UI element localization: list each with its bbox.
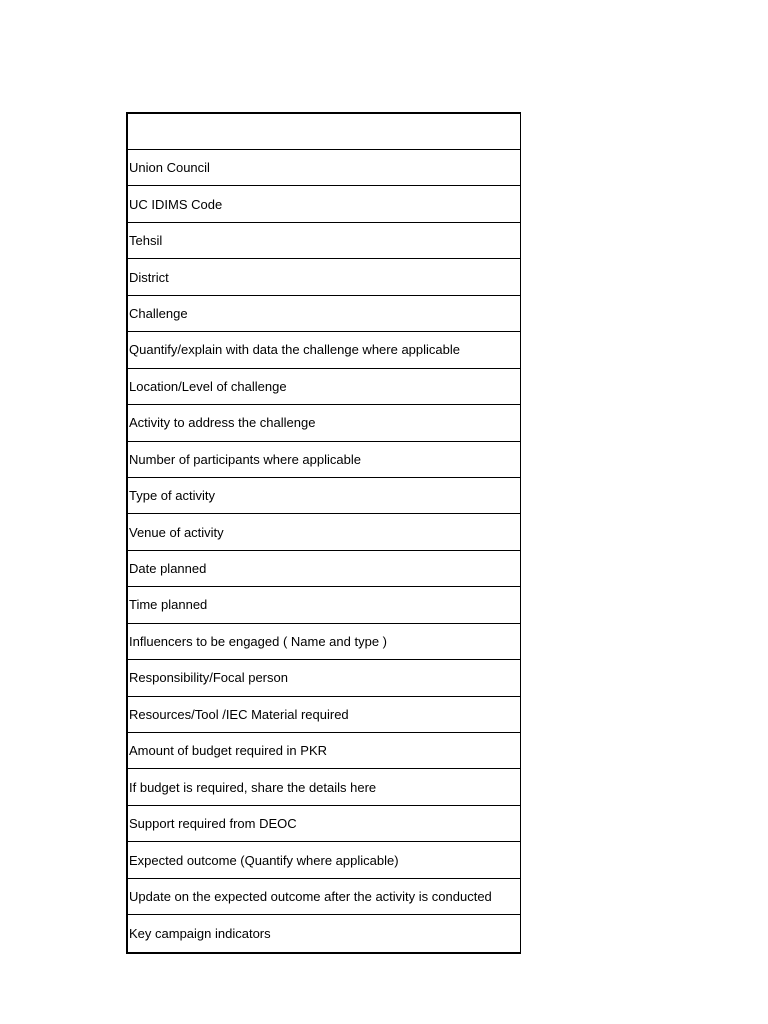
table-header-cell <box>128 114 520 150</box>
table-row-deoc-support: Support required from DEOC <box>128 806 520 842</box>
table-row-influencers: Influencers to be engaged ( Name and type ) <box>128 624 520 660</box>
table-row-outcome-update: Update on the expected outcome after the activity is conducted <box>128 879 520 915</box>
table-row-location-level: Location/Level of challenge <box>128 369 520 405</box>
table-row-date-planned: Date planned <box>128 551 520 587</box>
table-row-responsibility: Responsibility/Focal person <box>128 660 520 696</box>
form-table <box>126 112 521 954</box>
table-row-key-indicators: Key campaign indicators <box>129 925 271 941</box>
table-row-budget-amount: Amount of budget required in PKR <box>128 733 520 769</box>
table-row-activity: Activity to address the challenge <box>128 405 520 441</box>
table-row-resources: Resources/Tool /IEC Material required <box>128 697 520 733</box>
table-row-union-council: Union Council <box>128 150 520 186</box>
table-row-district: District <box>128 259 520 295</box>
table-row-budget-details: If budget is required, share the details here <box>128 769 520 805</box>
table-row-venue: Venue of activity <box>128 514 520 550</box>
table-row-participants: Number of participants where applicable <box>128 442 520 478</box>
table-row-activity-type: Type of activity <box>128 478 520 514</box>
table-row-tehsil: Tehsil <box>128 223 520 259</box>
table-row-uc-idims-code: UC IDIMS Code <box>128 186 520 222</box>
table-row-challenge: Challenge <box>128 296 520 332</box>
table-row-time-planned: Time planned <box>128 587 520 623</box>
table-row-expected-outcome: Expected outcome (Quantify where applicable) <box>128 842 520 878</box>
table-row-quantify-challenge: Quantify/explain with data the challenge where applicable <box>128 332 520 368</box>
